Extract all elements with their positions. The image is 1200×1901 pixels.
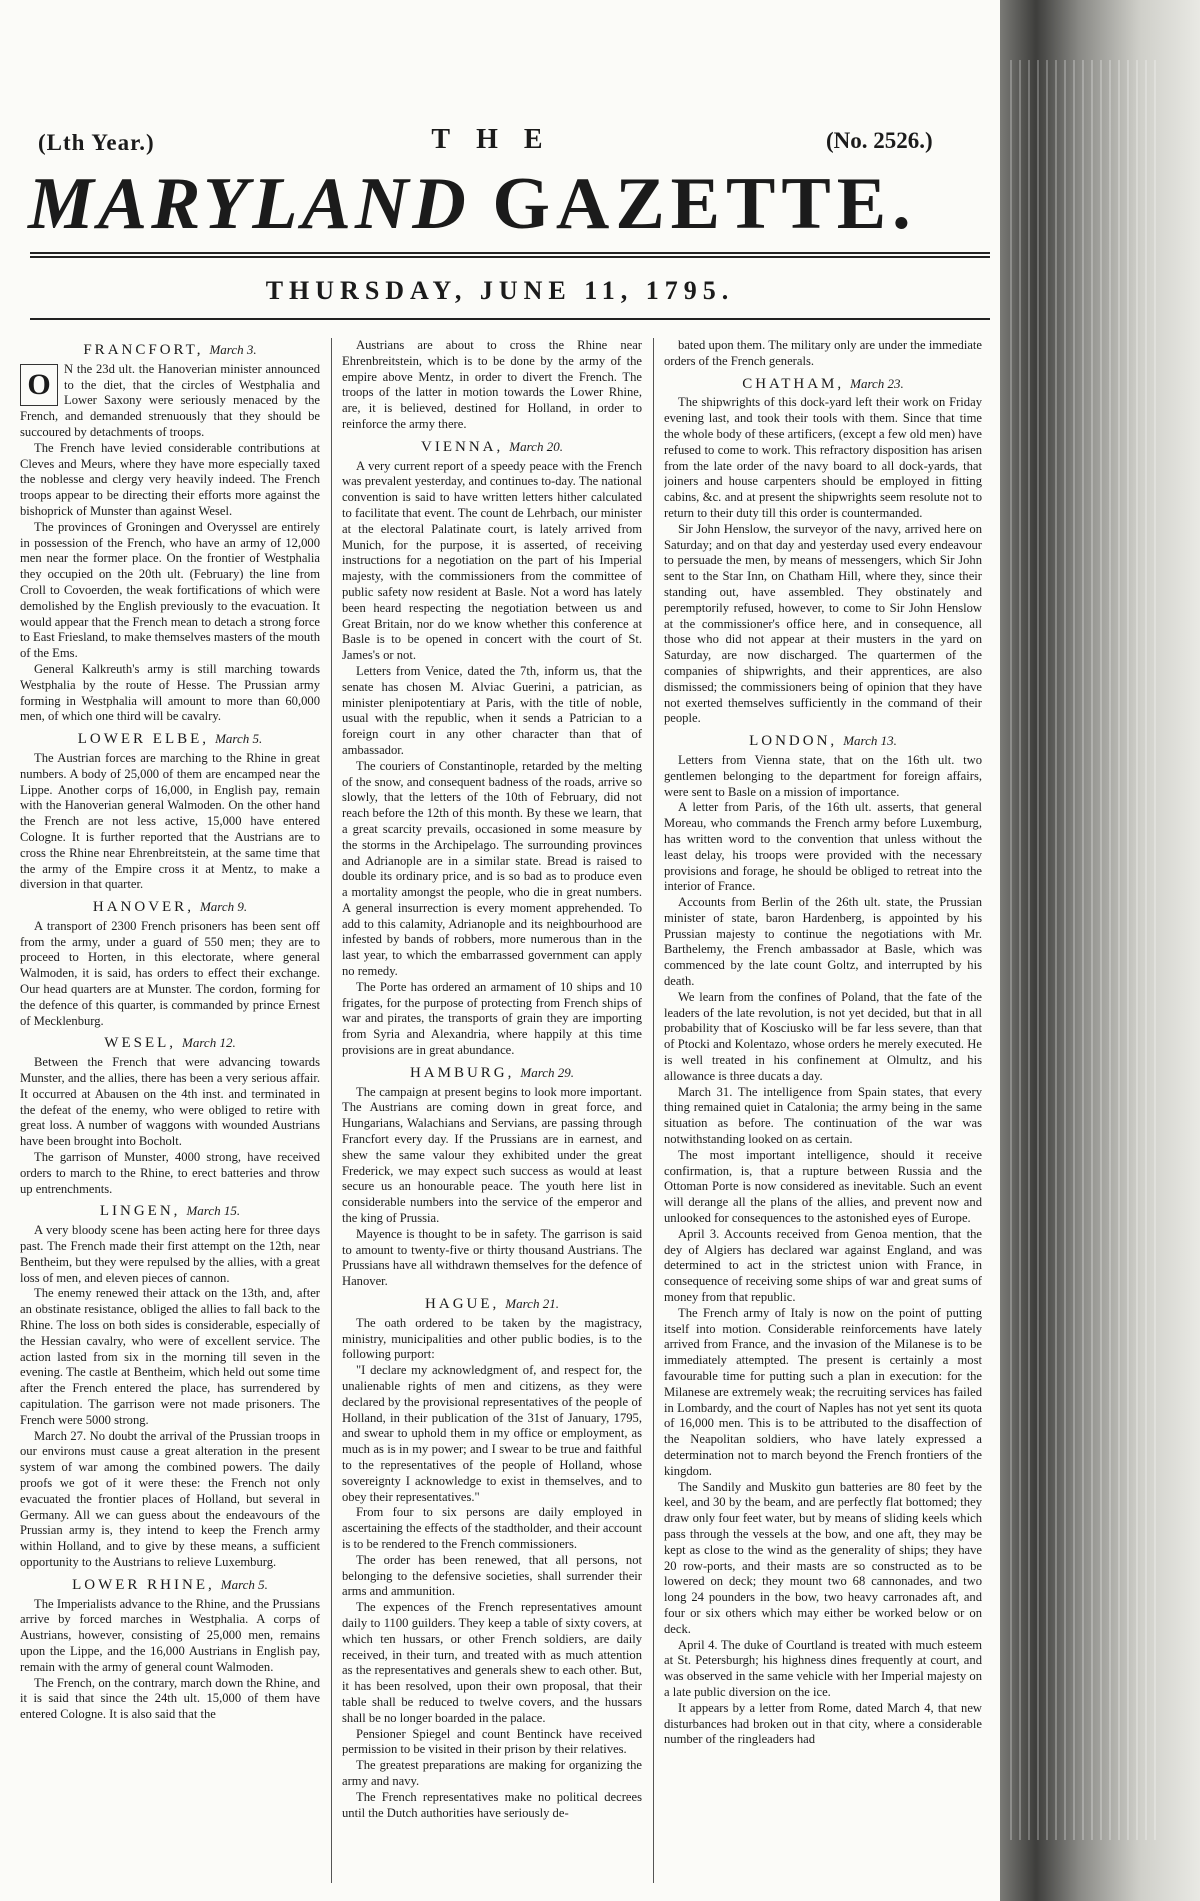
paragraph: The order has been renewed, that all persons, not belonging to the defensive societies, shall surrender their arms and ammunition. [342, 1552, 642, 1599]
paragraph: March 31. The intelligence from Spain states, that every thing remained quiet in Catalonia; the army being in the same situation as before. The continuation of the war was notwithstanding looked on as certain. [664, 1084, 982, 1147]
dateline-date: March 3. [209, 342, 257, 357]
paragraph: A very bloody scene has been acting here for three days past. The French made their first attempt on the 12th, near Bentheim, but they were repulsed by the allies, with a great loss of men, and eleven pieces of cannon. [20, 1223, 320, 1285]
paragraph: The garrison of Munster, 4000 strong, have received orders to march to the Rhine, to erect batteries and throw up entrenchments. [20, 1150, 320, 1196]
dateline [342, 439, 642, 456]
article [342, 1296, 642, 1821]
dateline [20, 342, 320, 359]
rule-bottom [30, 318, 990, 320]
paragraph: The expences of the French representatives amount daily to 1100 guilders. They keep a table of sixty covers, at which ten hussars, or other French soldiers, are daily received, in their turn, and treated with as much attention as the representatives and generals shew to each other. But, it has been resolved, upon their own proposal, that their table shall be reduced to twelve covers, and the hussars shall be no longer boarded in the palace. [342, 1600, 642, 1725]
dateline-place: VIENNA, [421, 438, 504, 455]
paragraph: We learn from the confines of Poland, that the fate of the leaders of the late revolution, is not yet decided, but that in all probability that of Kosciusko will be far less severe, than that of Ptocki and Kolentazo, whose orders he merely executed. He is well treated in his confinement at Olmultz, and his allowance is three ducats a day. [664, 989, 982, 1083]
drop-cap: O [20, 364, 58, 406]
dateline [664, 733, 982, 750]
article [20, 1203, 320, 1570]
dateline-date: March 13. [843, 733, 897, 749]
dateline [20, 731, 320, 748]
column-divider [653, 338, 654, 1883]
dateline-date: March 15. [186, 1203, 241, 1219]
paragraph: General Kalkreuth's army is still marching towards Westphalia by the route of Hesse. The Prussian army forming in Westphalia will amount to more than 60,000 men, of which one third will be cavalry. [20, 661, 320, 724]
paragraph: The campaign at present begins to look more important. The Austrians are coming down in great force, and Hungarians, Walachians and Servians, are passing through Francfort every day. If the Prussians are in earnest, and shew the same valour they exhibited under the great Frederick, we may expect such success as would at least secure us an honourable peace. The youth here list in considerable numbers into the service of the emperor and the king of Prussia. [342, 1084, 642, 1226]
paragraph: A transport of 2300 French prisoners has been sent off from the army, under a guard of 550 men; they are to proceed to Horten, in this electorate, where general Walmoden, it is said, has orders to effect their exchange. Our head quarters are at Munster. The cordon, forming for the defence of this quarter, is commanded by prince Ernest of Mecklenburg. [20, 918, 320, 1028]
rule-top [30, 252, 990, 254]
paragraph: The oath ordered to be taken by the magistracy, ministry, municipalities and other public bodies, is to the following purport: [342, 1315, 642, 1362]
paragraph: Mayence is thought to be in safety. The garrison is said to amount to twenty-five or thirty thousand Austrians. The Prussians have all withdrawn themselves for the defence of Hanover. [342, 1226, 642, 1289]
dateline-place: LINGEN, [99, 1203, 181, 1220]
article [20, 731, 320, 893]
column-divider [331, 338, 332, 1883]
paragraph: It appears by a letter from Rome, dated March 4, that new disturbances had broken out in that city, where a considerable number of the ringleaders had [664, 1700, 982, 1747]
paragraph: A letter from Paris, of the 16th ult. asserts, that general Moreau, who commands the French army before Luxemburg, has written word to the convention that unless without the least delay, his troops were provided with the necessary provisions and forage, he should be obliged to retreat into the interior of France. [664, 800, 982, 894]
paragraph: The Porte has ordered an armament of 10 ships and 10 frigates, for the purpose of protecting from French ships of war and pirates, the transports of grain they are importing from Syria and Alexandria, where happily at this time provisions are in great abundance. [342, 979, 642, 1058]
paragraph: From four to six persons are daily employed in ascertaining the effects of the stadtholder, and their account is to be rendered to the French commissioners. [342, 1505, 642, 1551]
dateline-place: WESEL, [104, 1035, 177, 1052]
dateline [342, 1296, 642, 1313]
paragraph: "I declare my acknowledgment of, and respect for, the unalienable rights of men and citizens, as they were declared by the provisional representatives of the people of Holland, in their publication of the 31st of January, 1795, and swear to uphold them in my office or employment, as much as is in my power; and I swear to be true and faithful to the representatives of the people of Holland, whose sovereignty I acknowledge to exist in themselves, and to obey their representatives." [342, 1363, 642, 1504]
paragraph: The French representatives make no political decrees until the Dutch authorities have seriously de- [342, 1789, 642, 1820]
article [20, 1035, 320, 1197]
dateline-date: March 5. [220, 1576, 268, 1592]
article [20, 342, 320, 725]
column-1 [20, 338, 320, 1888]
dateline [664, 376, 982, 393]
article [20, 1577, 320, 1723]
article [342, 1065, 642, 1290]
dateline [20, 1577, 320, 1594]
column-3 [664, 338, 982, 1888]
masthead-the: THE [431, 124, 569, 155]
paragraph: The French, on the contrary, march down the Rhine, and it is said that since the 24th ult. 15,000 of them have entered Cologne. It is also said that the [20, 1675, 320, 1722]
title-italic: MARYLAND [28, 163, 470, 245]
article [342, 439, 642, 1059]
paragraph: April 4. The duke of Courtland is treated with much esteem at St. Petersburgh; his highness dines frequently at court, and was observed in the same vehicle with her Imperial majesty on a late public diversion on the ice. [664, 1637, 982, 1699]
newspaper-title [28, 160, 988, 248]
paragraph: March 27. No doubt the arrival of the Prussian troops in our environs must cause a great alteration in the present system of war among the combined powers. The daily proofs we got of it were these: the French not only evacuated the frontier places of Holland, but several in Germany. All we can guess about the endeavours of the Prussian army is, they intend to keep the French army within Holland, and to give by these means, a sufficient opportunity to the Austrians to relieve Luxemburg. [20, 1428, 320, 1569]
dateline-date: March 23. [850, 375, 904, 391]
paragraph: The couriers of Constantinople, retarded by the melting of the snow, and consequent badness of the roads, arrive so slowly, that the letters of the 10th of February, did not reach before the 12th of this month. By these we learn, that a great scarcity prevails, occasioned in some measure by the storms in the Archipelago. The surrounding provinces and Adrianople are in a similar state. Bread is raised to double its ordinary price, and is so bad as to produce even a mortality amongst the people, who die in great numbers. A general insurrection is every moment apprehended. To add to this calamity, Adrianople and its neighbourhood are infested by bands of robbers, more numerous than in the last year, to which the embarrassed government can apply no remedy. [342, 758, 642, 979]
dateline-place: FRANCFORT, [83, 342, 204, 358]
article [664, 338, 982, 370]
paragraph: Sir John Henslow, the surveyor of the navy, arrived here on Saturday; and on that day and yesterday used every endeavour to persuade the men, by means of messengers, which Sir John sent to the Star Inn, on Chatham Hill, where they, since their standing out, have assembled. They obstinately and peremptorily refused, however, to come to Sir John Henslow at the commissioner's office here, and in consequence, all those who did not appear at their musters in the yard on Saturday, are now discharged. The quartermen of the companies of shipwrights, and their apprentices, are also dismissed; the commissioners being of opinion that they have not exerted themselves sufficiently in the command of their people. [664, 521, 982, 726]
dateline-date: March 9. [199, 899, 248, 915]
paragraph: The Imperialists advance to the Rhine, and the Prussians arrive by forced marches in Westphalia. A corps of Austrians, however, consisting of 25,000 men, remains upon the Lippe, and the 16,000 Austrians in English pay, remain with the army of general count Walmoden. [20, 1596, 320, 1674]
dateline-place: LONDON, [749, 733, 838, 750]
paragraph: The French army of Italy is now on the point of putting itself into motion. Considerable reinforcements have lately arrived from France, and the invasion of the Milanese is to be immediately attempted. The present is certainly a most favourable time for putting such a plan in execution: for the Milanese are extremely weak; the recruiting services has failed in Lombardy, and the court of Naples has not yet sent its quota of 16,000 men. This is to be attributed to the disaffection of the Neapolitan soldiers, who have lately expressed a determination not to march beyond the French frontiers of the kingdom. [664, 1305, 982, 1478]
dateline-date: March 20. [509, 438, 563, 454]
dateline-date: March 5. [215, 731, 263, 747]
dateline-date: March 12. [182, 1035, 236, 1051]
dateline-place: HAMBURG, [409, 1064, 515, 1081]
paragraph: A very current report of a speedy peace with the French was prevalent yesterday, and continues to-day. The national convention is said to have written letters hither calculated to facilitate that event. The count de Lehrbach, our minister at the electoral Palatinate court, is lately arrived from Munich, for the purpose, it is asserted, of receiving instructions for a negotiation on the part of his Imperial majesty, with the commissioners from the committee of public safety now resident at Basle. Not a word has lately been heard respecting the negotiation between us and Great Britain, nor do we know whether this conference at Basle is to be opened in concert with the court of St. James's or not. [342, 458, 642, 663]
paragraph: The French have levied considerable contributions at Cleves and Meurs, where they have more especially taxed the noblesse and clergy very heavily indeed. The French troops appear to be directing their efforts more against the bishoprick of Munster than against Wesel. [20, 440, 320, 518]
dateline-date: March 21. [505, 1296, 559, 1312]
paragraph: April 3. Accounts received from Genoa mention, that the dey of Algiers has declared war against England, and was determined to act in the strictest union with France, in consequence of receiving some ships of war and great sums of money from that republic. [664, 1226, 982, 1305]
dateline-place: HANOVER, [92, 899, 194, 916]
paragraph: The shipwrights of this dock-yard left their work on Friday evening last, and took their tools with them. Since that time the whole body of these artificers, (except a few old men) have refused to come to work. This refractory disposition has arisen from the late order of the navy board to all dock-yards, that joiners and house carpenters should be employed in fitting cabins, &c. and at present the shipwrights seem resolute not to return to their duty till this order is countermanded. [664, 395, 982, 520]
volume-year: (Lth Year.) [38, 130, 155, 155]
dateline-date: March 29. [520, 1064, 575, 1080]
issue-number: (No. 2526.) [826, 128, 933, 153]
paragraph: The Sandily and Muskito gun batteries are 80 feet by the keel, and 30 by the beam, and are perfectly flat bottomed; they draw only four feet water, but by means of sliding keels which pass through the vessels at the bow, and one aft, they may be kept as close to the wind as the generality of ships; they have 20 row-ports, and their masts are so constructed as to be lowered on deck; they mount two 68 cannonades, and two long 24 pounders in the bow, two heavy carronades aft, and four or six others which may either be worked below or on deck. [664, 1479, 982, 1636]
paragraph: Austrians are about to cross the Rhine near Ehrenbreitstein, which is to be done by the army of the empire above Mentz, in order to divert the French. The troops of the latter in motion towards the Lower Rhine, are, it is believed, destined for Holland, in order to reinforce the army there. [342, 338, 642, 431]
issue-date: THURSDAY, JUNE 11, 1795. [265, 276, 735, 305]
dateline-place: HAGUE, [425, 1296, 500, 1313]
dateline-place: CHATHAM, [742, 375, 845, 392]
article [342, 338, 642, 433]
dateline-place: LOWER ELBE, [77, 731, 210, 748]
dateline-place: LOWER RHINE, [72, 1576, 215, 1593]
page-edges [1010, 60, 1160, 1840]
paragraph: The Austrian forces are marching to the Rhine in great numbers. A body of 25,000 of them are encamped near the Lippe. Another corps of 16,000, in English pay, remain with the Hanoverian general Walmoden. On the other hand the French are not less active, 15,000 have entered Cologne. It is further reported that the Austrians are to cross the Rhine near Ehrenbreitstein, at the same time that the army of the Empire cross it at Mentz, to make a diversion in that quarter. [20, 750, 320, 892]
paragraph: The greatest preparations are making for organizing the army and navy. [342, 1758, 642, 1788]
article [664, 733, 982, 1748]
paragraph: Letters from Vienna state, that on the 16th ult. two gentlemen belonging to the department for foreign affairs, were sent to Basle on a mission of importance. [664, 752, 982, 799]
title-roman: GAZETTE. [492, 163, 917, 245]
article [664, 376, 982, 728]
paragraph: The most important intelligence, should it receive confirmation, is, that a rupture between Russia and the Ottoman Porte is now considered as inevitable. Such an event will derange all the plans of the allies, and prevent now and unlooked for consequences to the astonished eyes of Europe. [664, 1147, 982, 1226]
paragraph: bated upon them. The military only are under the immediate orders of the French generals. [664, 338, 982, 368]
paragraph: Between the French that were advancing towards Munster, and the allies, there has been a very serious affair. It occurred at Abausen on the 4th inst. and terminated in the defeat of the enemy, who were obliged to retire with great loss. A number of waggons with wounded Austrians have been brought into Bocholt. [20, 1055, 320, 1149]
masthead [0, 0, 1000, 330]
paragraph: The enemy renewed their attack on the 13th, and, after an obstinate resistance, obliged the allies to fall back to the Rhine. The loss on both sides is considerable, especially of the Hessian cavalry, who were of excellent service. The action lasted from six in the morning till seven in the evening. The castle at Bentheim, which held out some time after the French entered the place, has surrendered by capitulation. The garrison were not made prisoners. The French were 5000 strong. [20, 1286, 320, 1427]
dateline [342, 1065, 642, 1082]
column-2 [342, 338, 642, 1888]
dateline [20, 1203, 320, 1220]
dateline [20, 899, 320, 916]
rule-top-2 [30, 256, 990, 258]
paragraph: Pensioner Spiegel and count Bentinck have received permission to be visited in their prison by their relatives. [342, 1726, 642, 1757]
paragraph: Accounts from Berlin of the 26th ult. state, the Prussian minister of state, baron Hardenberg, is appointed by his Prussian majesty to continue the negotiations with Mr. Barthelemy, the French ambassador at Basle, which was commenced by the late count Goltz, and interrupted by his death. [664, 895, 982, 989]
paragraph: The provinces of Groningen and Overyssel are entirely in possession of the French, who have an army of 12,000 men near the former place. On the frontier of Westphalia they occupied on the 20th ult. (February) the line from Croll to Covoerden, the weak fortifications of which were demolished by the English previously to the evacuation. It would appear that the French mean to detach a strong force to East Friesland, to make themselves masters of the mouth of the Ems. [20, 519, 320, 661]
article [20, 899, 320, 1029]
paragraph: Letters from Venice, dated the 7th, inform us, that the senate has chosen M. Alviac Guerini, a patrician, as minister plenipotentiary at Paris, with the title of noble, usual with the republic, when it sends a Patrician to a foreign court in any other character than that of ambassador. [342, 663, 642, 757]
paragraph: O N the 23d ult. the Hanoverian minister announced to the diet, that the circles of Westphalia and Lower Saxony were seriously menaced by the French, and demanded strenuously that they should be succoured by detachments of troops. [20, 361, 320, 439]
dateline [20, 1035, 320, 1052]
